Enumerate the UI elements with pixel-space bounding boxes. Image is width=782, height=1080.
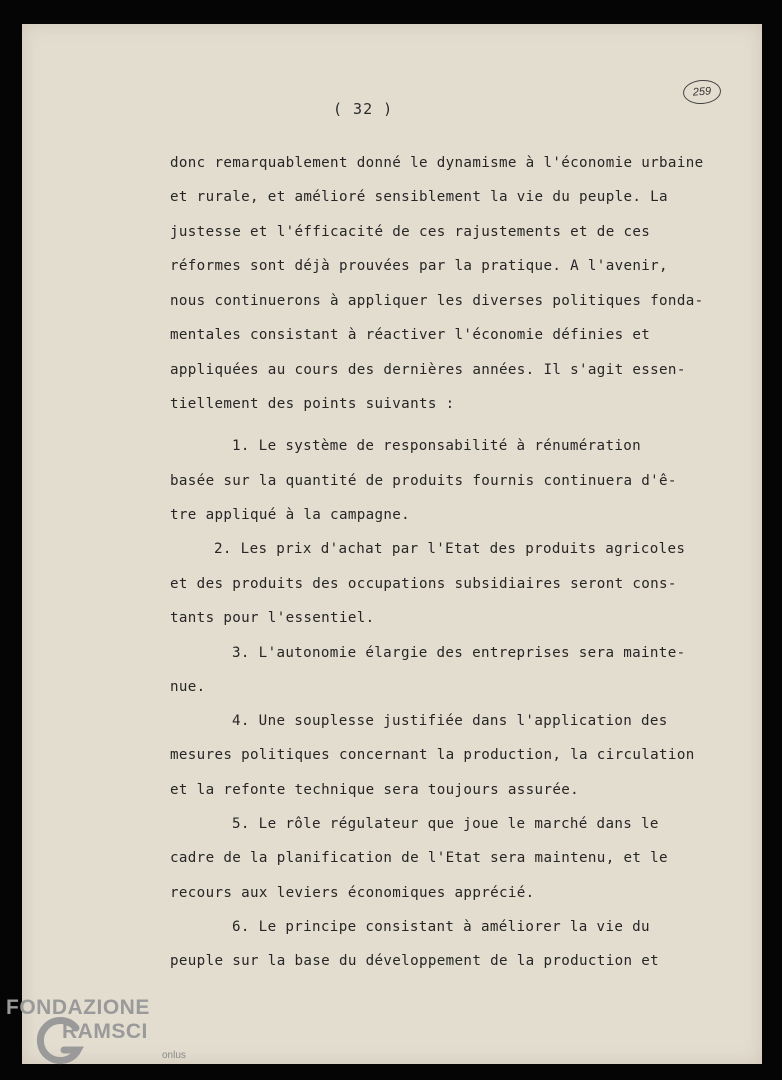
text-line: donc remarquablement donné le dynamisme à l'économie urbaine bbox=[170, 155, 704, 171]
text-line: tiellement des points suivants : bbox=[170, 396, 455, 412]
text-line: tants pour l'essentiel. bbox=[170, 610, 375, 626]
text-line: 5. Le rôle régulateur que joue le marché dans le bbox=[232, 816, 659, 832]
archive-stamp-number: 259 bbox=[682, 79, 722, 106]
text-line: tre appliqué à la campagne. bbox=[170, 507, 411, 523]
text-line: nue. bbox=[170, 679, 206, 695]
text-line: nous continuerons à appliquer les diverses politiques fonda- bbox=[170, 293, 704, 309]
text-line: recours aux leviers économiques apprécié. bbox=[170, 885, 535, 901]
text-line: mentales consistant à réactiver l'économie définies et bbox=[170, 327, 651, 343]
watermark-onlus: onlus bbox=[162, 1050, 186, 1061]
text-line: et rurale, et amélioré sensiblement la vie du peuple. La bbox=[170, 189, 668, 205]
text-line: 3. L'autonomie élargie des entreprises sera mainte- bbox=[232, 645, 686, 661]
text-line: 1. Le système de responsabilité à rénumération bbox=[232, 438, 642, 454]
text-line: et des produits des occupations subsidiaires seront cons- bbox=[170, 576, 677, 592]
text-line: 4. Une souplesse justifiée dans l'application des bbox=[232, 713, 668, 729]
text-line: et la refonte technique sera toujours assurée. bbox=[170, 782, 580, 798]
text-line: réformes sont déjà prouvées par la pratique. A l'avenir, bbox=[170, 258, 668, 274]
text-line: 6. Le principe consistant à améliorer la vie du bbox=[232, 919, 650, 935]
page-number: ( 32 ) bbox=[333, 100, 394, 118]
text-line: mesures politiques concernant la production, la circulation bbox=[170, 747, 695, 763]
text-line: justesse et l'éfficacité de ces rajustements et de ces bbox=[170, 224, 651, 240]
text-line: appliquées au cours des dernières années. Il s'agit essen- bbox=[170, 362, 686, 378]
fondazione-gramsci-watermark bbox=[6, 992, 196, 1072]
text-line: basée sur la quantité de produits fournis continuera d'ê- bbox=[170, 473, 677, 489]
watermark-title: FONDAZIONE bbox=[6, 996, 150, 1019]
text-line: peuple sur la base du développement de la production et bbox=[170, 953, 660, 969]
watermark-subtitle: RAMSCI bbox=[62, 1020, 148, 1043]
text-line: 2. Les prix d'achat par l'Etat des produits agricoles bbox=[214, 541, 686, 557]
text-line: cadre de la planification de l'Etat sera maintenu, et le bbox=[170, 850, 668, 866]
